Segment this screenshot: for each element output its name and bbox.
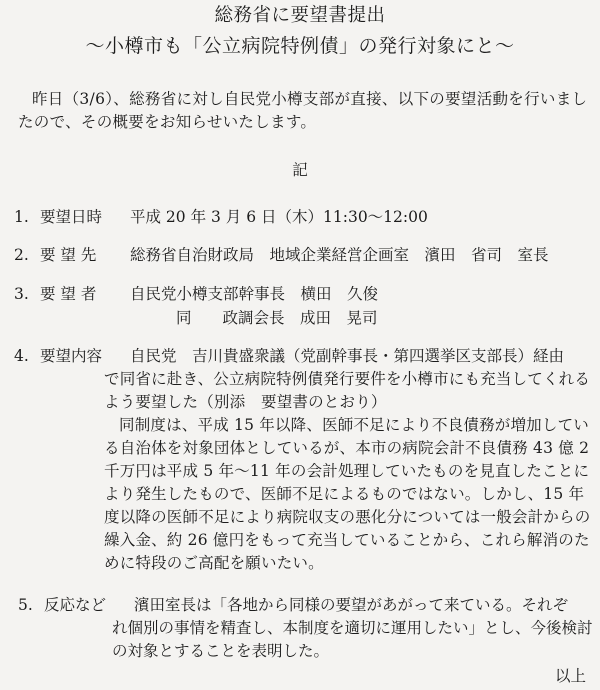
request-content-para-1: で同省に赴き、公立病院特例債発行要件を小樽市にも充当してくれるよう要望した（別添 要望書のとおり）	[104, 370, 591, 411]
document-subtitle: ～小樽市も「公立病院特例債」の発行対象にと～	[85, 35, 515, 57]
item-number: 2.	[14, 246, 29, 264]
item-label: 要 望 者	[40, 285, 97, 303]
item-number: 1.	[14, 208, 29, 226]
item-label: 要 望 先	[40, 246, 97, 264]
item-number: 5.	[18, 596, 33, 614]
document-title: 総務省に要望書提出	[214, 5, 386, 26]
item-number: 3.	[14, 285, 29, 303]
intro-paragraph: 昨日（3/6）、総務省に対し自民党小樽支部が直接、以下の要望活動を行いましたので、その概要をお知らせいたします。	[18, 90, 588, 131]
item-value: 自民党 吉川貴盛衆議（党副幹事長・第四選挙区支部長）経由	[130, 347, 565, 365]
request-content-body	[104, 368, 594, 575]
request-content-para-2: 同制度は、平成 15 年以降、医師不足により不良債務が増加している自治体を対象団体としているが、本市の病院会計不良債務 43 億 2 千万円は平成 5 年～11 年の会計処理していたものを見直したことにより発生したもので、医師不足によるものではない。しかし、15 年度以降の医師不足により病院収支の悪化分については一般会計からの繰入金、約 26 億円をもって充当していることから、これら解消のために特段のご高配を願いたい。	[104, 416, 591, 572]
item-response	[18, 594, 568, 617]
item-number: 4.	[14, 347, 29, 365]
item-requester	[14, 283, 378, 306]
item-value: 総務省自治財政局 地域企業経営企画室 濱田 省司 室長	[130, 246, 549, 264]
item-value: 自民党小樽支部幹事長 横田 久俊	[130, 285, 379, 303]
item-request-datetime	[14, 206, 428, 229]
item-request-content	[14, 345, 564, 368]
closing-mark: 以上	[554, 667, 586, 685]
ki-heading: 記	[292, 161, 308, 179]
item-request-recipient	[14, 244, 549, 267]
item-value: 濱田室長は「各地から同様の要望があがって来ている。それぞ	[134, 596, 569, 614]
item-label: 反応など	[44, 596, 107, 614]
item-label: 要望内容	[40, 347, 103, 365]
item-requester-second-line: 同 政調会長 成田 晃司	[176, 309, 378, 327]
item-value: 平成 20 年 3 月 6 日（木）11:30～12:00	[130, 208, 428, 226]
response-body: れ個別の事情を精査し、本制度を適切に運用したい」とし、今後検討の対象とすることを表明した。	[112, 619, 593, 660]
item-label: 要望日時	[40, 208, 103, 226]
